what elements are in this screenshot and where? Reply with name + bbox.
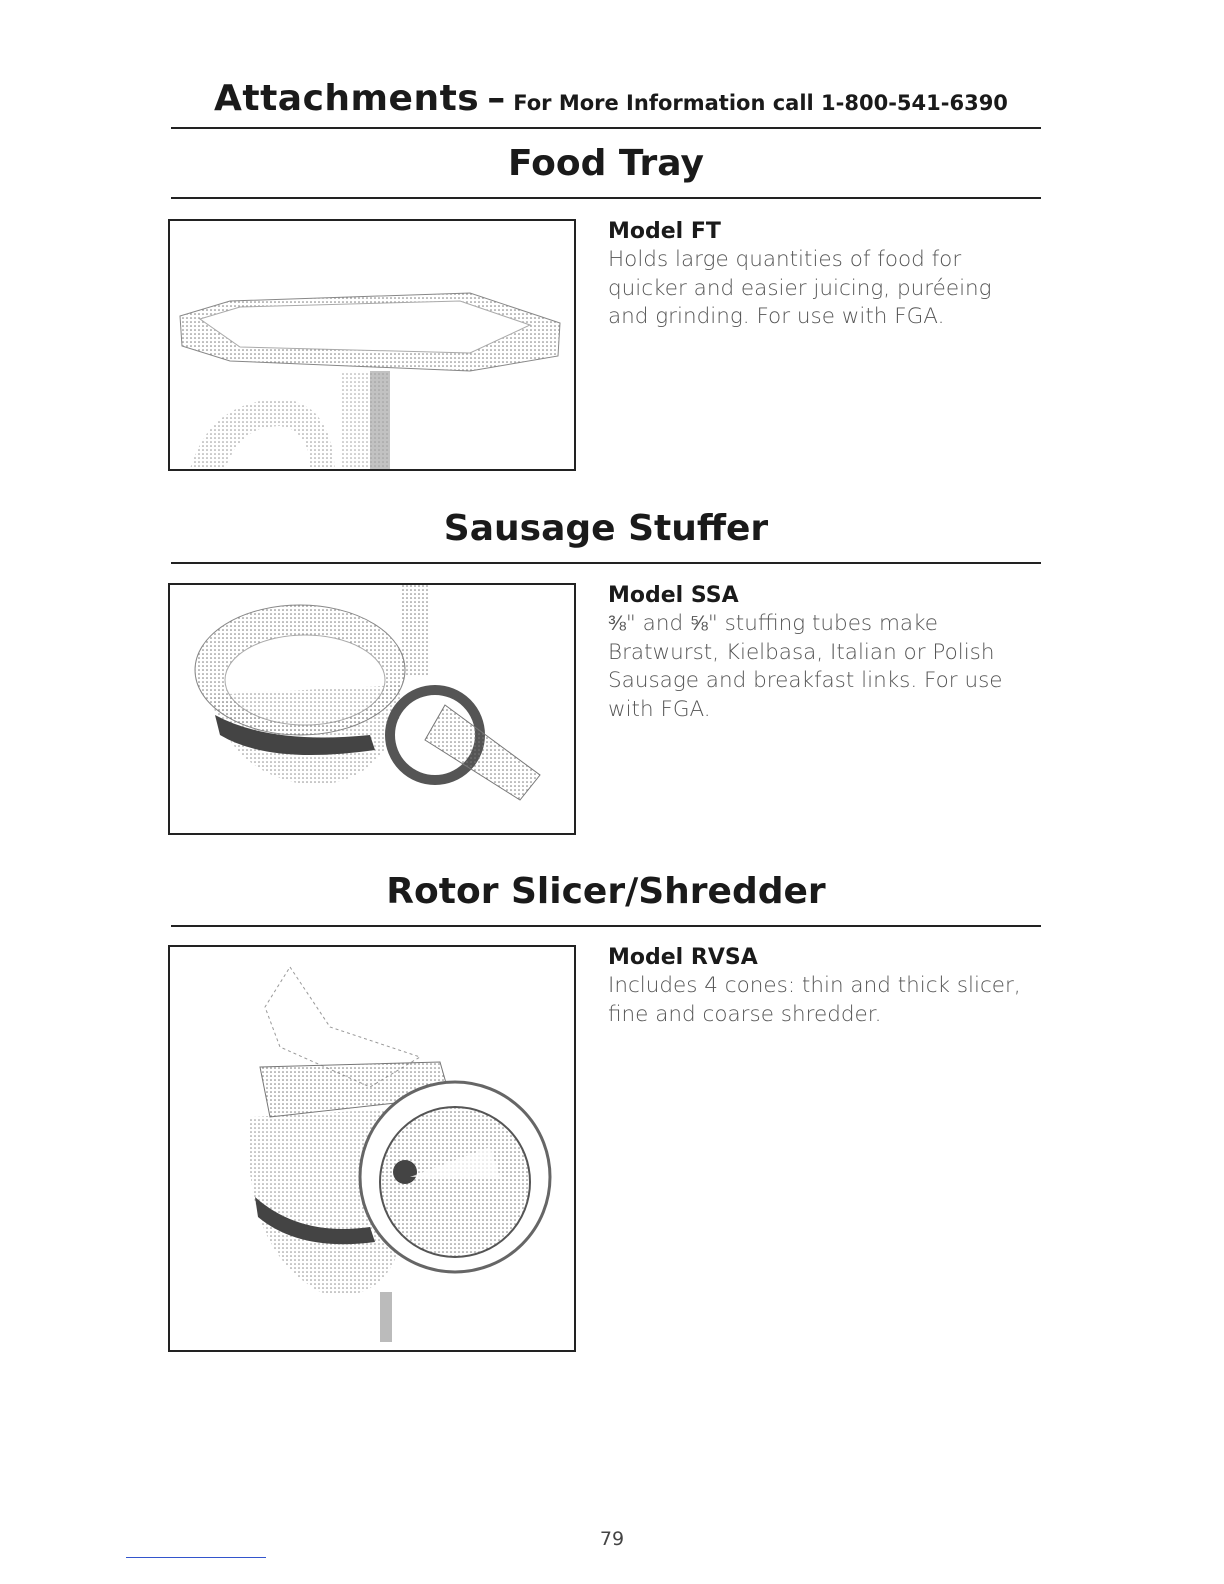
rotor-slicer-description: Includes 4 cones: thin and thick slicer, fine and coarse shredder. xyxy=(608,973,1021,1027)
header-info: For More Information call 1-800-541-6390 xyxy=(513,91,1008,115)
sausage-stuffer-model: Model SSA xyxy=(608,583,739,608)
food-tray-description: Holds large quantities of food for quicker and easier juicing, puréeing and grinding. For use with FGA. xyxy=(608,247,992,329)
footer-line xyxy=(126,1557,266,1558)
page-number: 79 xyxy=(599,1528,625,1550)
food-tray-image xyxy=(168,219,576,471)
section-title-food-tray: Food Tray xyxy=(508,143,704,184)
rotor-slicer-description-block xyxy=(608,945,1028,1029)
header-dash: – xyxy=(487,78,506,119)
page-header xyxy=(214,78,1008,119)
sausage-stuffer-description: ⅜" and ⅝" stuffing tubes make Bratwurst, Kielbasa, Italian or Polish Sausage and breakfast links. For use with FGA. xyxy=(608,611,1003,722)
section-rule-sausage-stuffer xyxy=(171,562,1041,564)
section-rule-rotor-slicer xyxy=(171,925,1041,927)
section-title-rotor-slicer: Rotor Slicer/Shredder xyxy=(386,871,826,912)
section-title-sausage-stuffer: Sausage Stuffer xyxy=(443,508,769,549)
header-rule xyxy=(171,127,1041,129)
sausage-stuffer-description-block xyxy=(608,583,1028,724)
food-tray-model: Model FT xyxy=(608,219,721,244)
rotor-slicer-image xyxy=(168,945,576,1352)
food-tray-description-block xyxy=(608,219,1028,332)
rotor-slicer-model: Model RVSA xyxy=(608,945,758,970)
sausage-stuffer-image xyxy=(168,583,576,835)
header-title: Attachments xyxy=(214,78,480,119)
section-rule-food-tray xyxy=(171,197,1041,199)
